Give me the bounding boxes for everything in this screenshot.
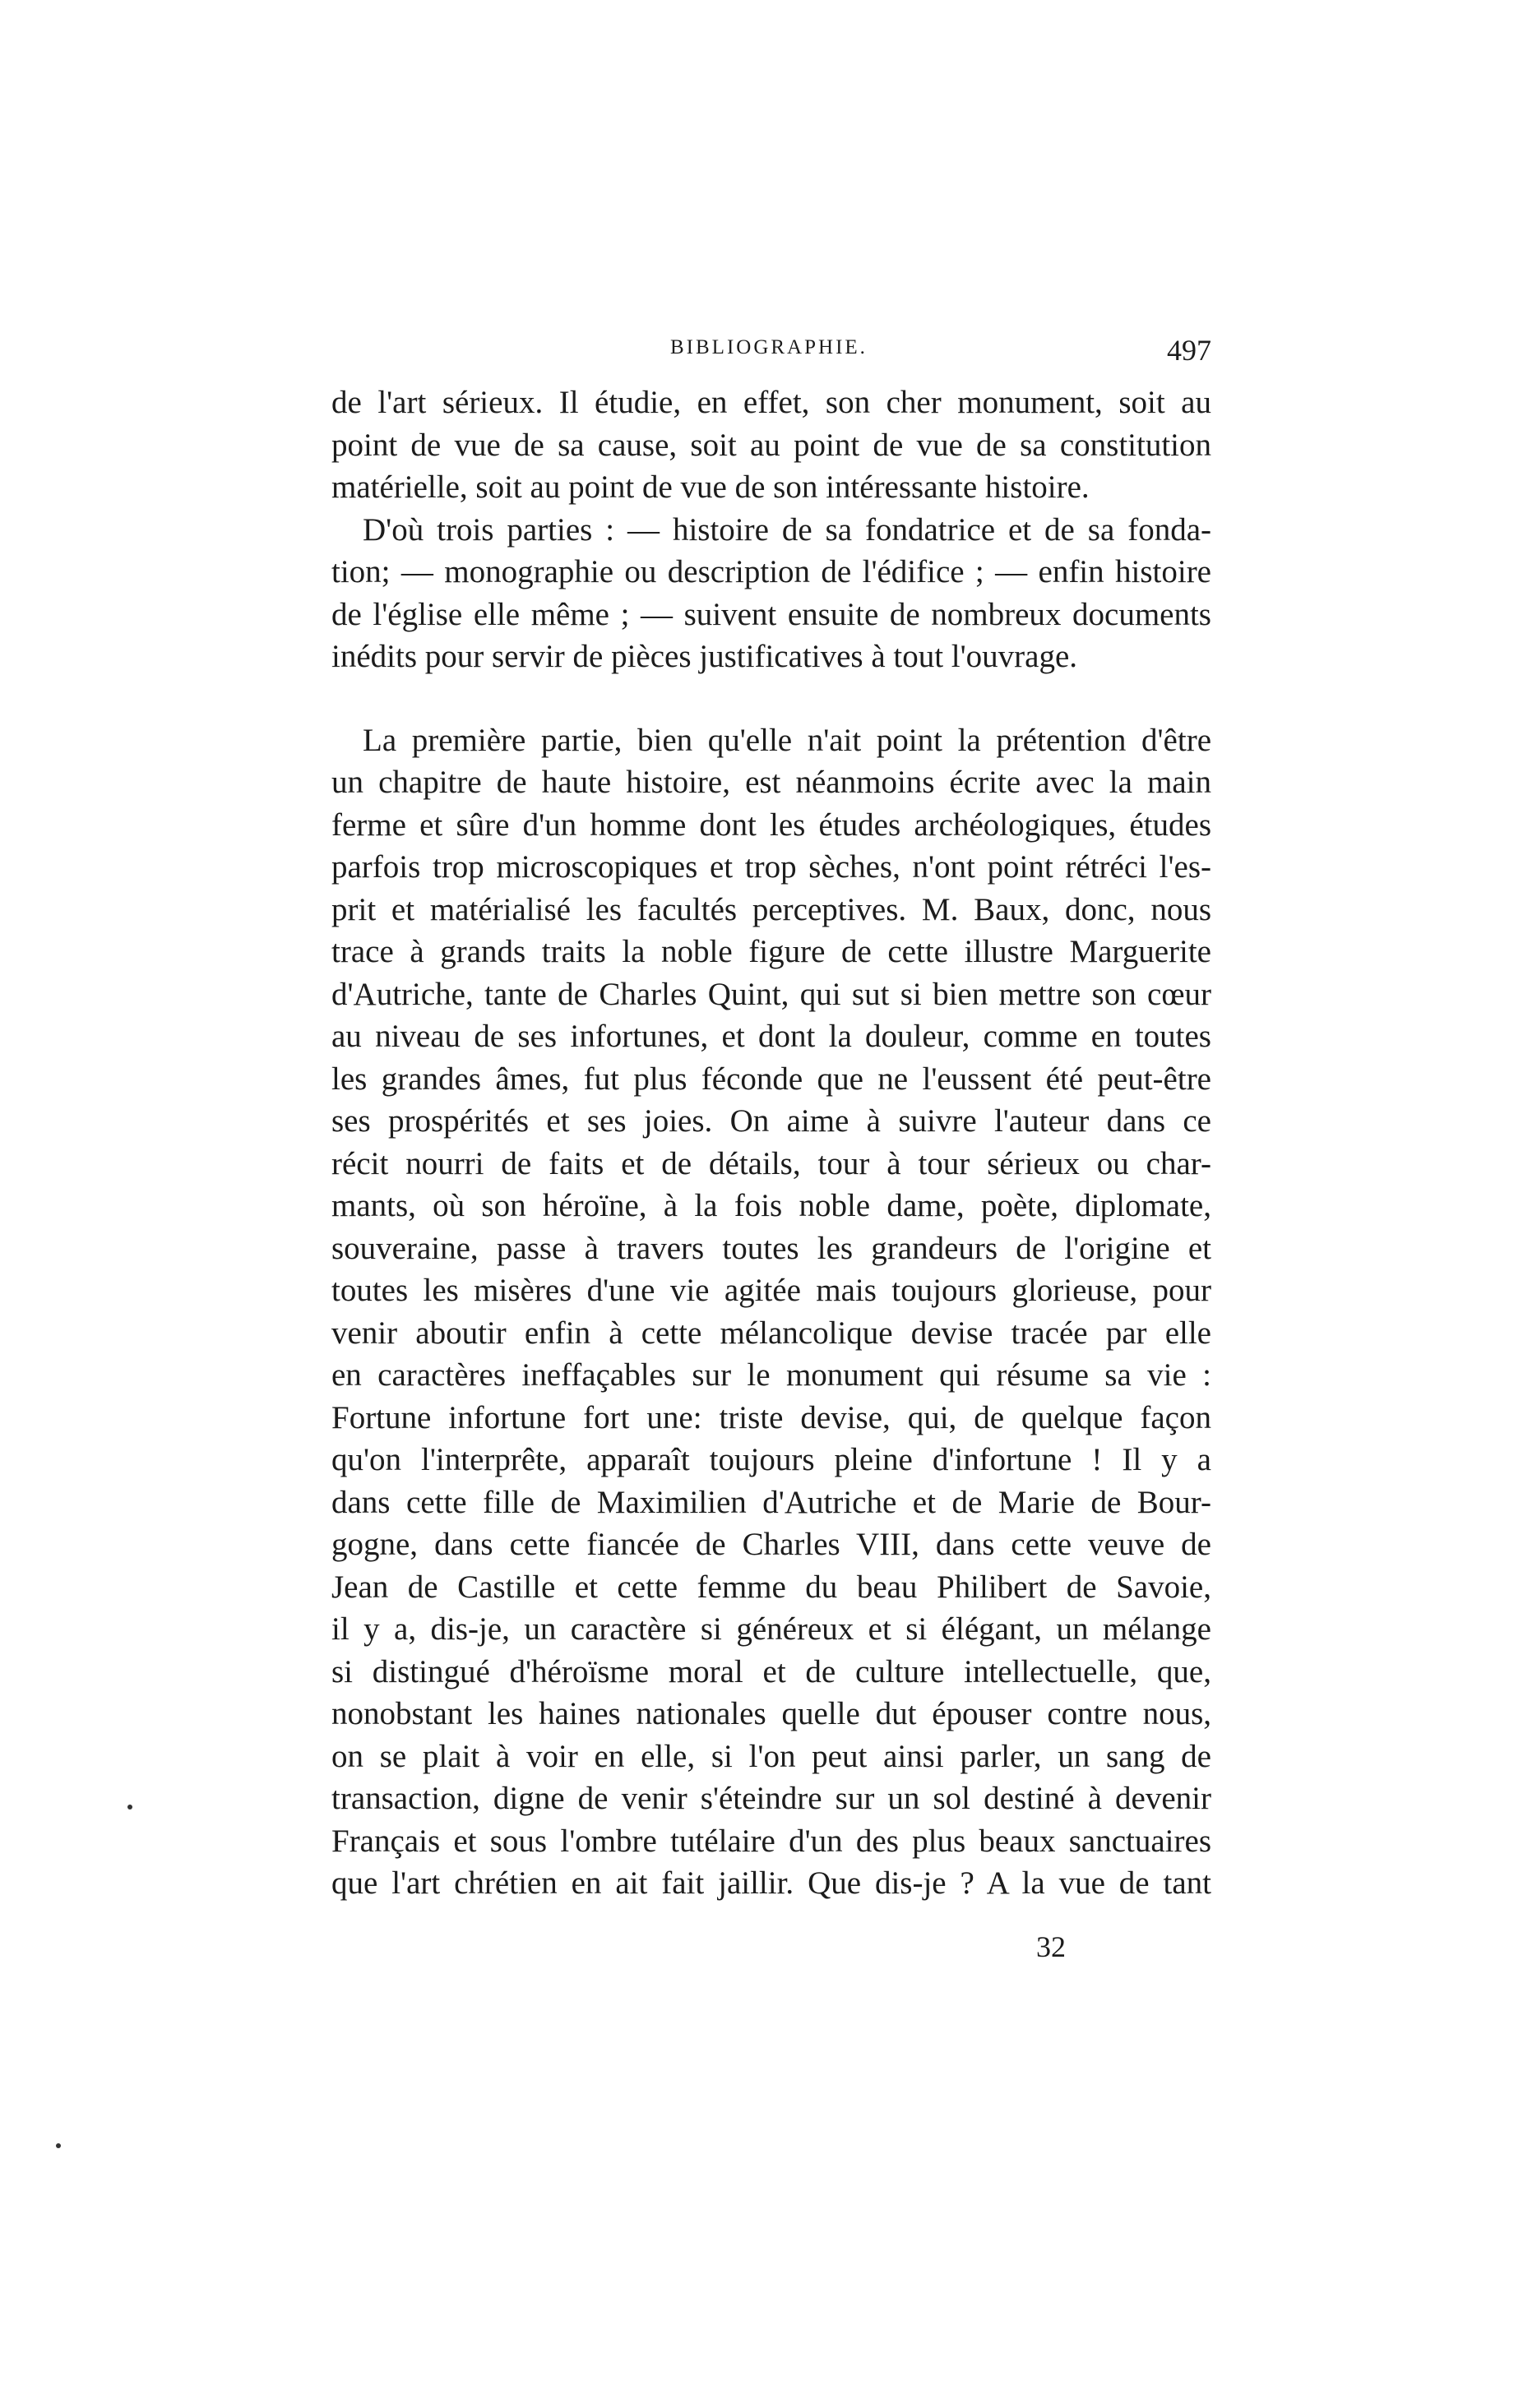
signature-mark: 32 xyxy=(1036,1930,1066,1963)
text-line: de l'église elle même ; — suivent ensuite de nombreux documents xyxy=(331,596,1211,632)
text-line: dans cette fille de Maximilien d'Autriche et de Marie de Bour- xyxy=(331,1484,1211,1520)
text-line: parfois trop microscopiques et trop sèches, n'ont point rétréci l'es- xyxy=(331,849,1211,885)
ink-speck xyxy=(56,2143,61,2148)
text-line: au niveau de ses infortunes, et dont la douleur, comme en toutes xyxy=(331,1019,1211,1054)
text-line: matérielle, soit au point de vue de son intéressante histoire. xyxy=(331,469,1090,505)
text-line: de l'art sérieux. Il étudie, en effet, son cher monument, soit au xyxy=(331,385,1211,420)
text-line: en caractères ineffaçables sur le monument qui résume sa vie : xyxy=(331,1357,1211,1393)
text-line: D'où trois parties : — histoire de sa fondatrice et de sa fonda- xyxy=(363,511,1211,548)
text-line: on se plait à voir en elle, si l'on peut ainsi parler, un sang de xyxy=(331,1738,1211,1774)
text-line: Jean de Castille et cette femme du beau Philibert de Savoie, xyxy=(331,1569,1211,1605)
page-number: 497 xyxy=(1167,334,1211,367)
text-line: Français et sous l'ombre tutélaire d'un des plus beaux sanctuaires xyxy=(331,1823,1211,1859)
text-line: inédits pour servir de pièces justificatives à tout l'ouvrage. xyxy=(331,639,1078,674)
text-line: transaction, digne de venir s'éteindre sur un sol destiné à devenir xyxy=(331,1781,1211,1816)
text-line: La première partie, bien qu'elle n'ait point la prétention d'être xyxy=(363,722,1211,758)
text-line: d'Autriche, tante de Charles Quint, qui sut si bien mettre son cœur xyxy=(331,976,1211,1012)
text-line: qu'on l'interprête, apparaît toujours pleine d'infortune ! Il y a xyxy=(331,1442,1211,1477)
paragraph-gap xyxy=(331,678,1211,719)
text-line: si distingué d'héroïsme moral et de culture intellectuelle, que, xyxy=(331,1653,1211,1689)
running-head xyxy=(331,333,1211,372)
text-line: tion; — monographie ou description de l'édifice ; — enfin histoire xyxy=(331,554,1211,589)
body-text xyxy=(331,381,1211,1905)
text-line: prit et matérialisé les facultés perceptives. M. Baux, donc, nous xyxy=(331,891,1211,927)
running-title: BIBLIOGRAPHIE. xyxy=(670,336,868,358)
text-line: point de vue de sa cause, soit au point de vue de sa constitution xyxy=(331,427,1211,463)
ink-speck xyxy=(127,1805,132,1809)
text-line: gogne, dans cette fiancée de Charles VIII, dans cette veuve de xyxy=(331,1527,1211,1562)
text-line: récit nourri de faits et de détails, tour à tour sérieux ou char- xyxy=(331,1145,1211,1181)
text-line: souveraine, passe à travers toutes les grandeurs de l'origine et xyxy=(331,1230,1211,1266)
text-line: venir aboutir enfin à cette mélancolique devise tracée par elle xyxy=(331,1315,1211,1351)
text-line: mants, où son héroïne, à la fois noble dame, poète, diplomate, xyxy=(331,1188,1211,1223)
text-line: un chapitre de haute histoire, est néanmoins écrite avec la main xyxy=(331,765,1211,800)
text-line: ferme et sûre d'un homme dont les études archéologiques, études xyxy=(331,807,1211,843)
text-line: les grandes âmes, fut plus féconde que ne l'eussent été peut-être xyxy=(331,1061,1211,1097)
text-line: ses prospérités et ses joies. On aime à suivre l'auteur dans ce xyxy=(331,1103,1211,1139)
text-line: il y a, dis-je, un caractère si généreux et si élégant, un mélange xyxy=(331,1611,1211,1647)
text-line: que l'art chrétien en ait fait jaillir. Que dis-je ? A la vue de tant xyxy=(331,1865,1211,1901)
text-line: trace à grands traits la noble figure de cette illustre Marguerite xyxy=(331,934,1211,969)
text-line: toutes les misères d'une vie agitée mais toujours glorieuse, pour xyxy=(331,1273,1211,1308)
text-line: nonobstant les haines nationales quelle dut épouser contre nous, xyxy=(331,1696,1211,1731)
text-line: Fortune infortune fort une: triste devise, qui, de quelque façon xyxy=(331,1399,1211,1435)
